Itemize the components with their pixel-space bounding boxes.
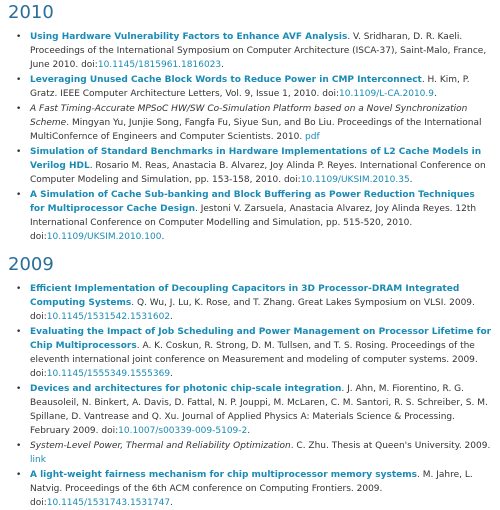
list-item: [24, 468, 492, 510]
doi-link[interactable]: 10.1145/1815961.1816023: [97, 60, 222, 70]
doi-link[interactable]: 10.1007/s00339-009-5109-2: [118, 426, 248, 436]
list-item: [24, 102, 492, 144]
publication-title-link[interactable]: Devices and architectures for photonic chip-scale integration: [30, 384, 342, 394]
publication-tail: .: [409, 175, 413, 185]
publication-details: . C. Zhu. Thesis at Queen's University. 2009.: [290, 441, 491, 451]
list-item: [24, 188, 492, 244]
publication-details: . J. Ahn, M. Fiorentino, R. G. Beausoleil, N. Binkert, A. Davis, D. Fattal, N. P. Jouppi, M. McLaren, C. M. Santori, R. S. Schreiber, S. M. Spillane, D. Vantrease and Q. Xu. Journal of Applied Physics A: Materials Science & Processing. February 2009. doi:: [30, 384, 488, 436]
doi-link[interactable]: 10.1109/UKSIM.2010.100: [46, 232, 162, 242]
publication-title-link[interactable]: Using Hardware Vulnerability Factors to Enhance AVF Analysis: [30, 32, 348, 42]
list-item: [24, 439, 492, 467]
list-item: [24, 73, 492, 101]
publication-details: . V. Sridharan, D. R. Kaeli. Proceedings of the International Symposium on Computer Architecture (ISCA-37), Saint-Malo, France, June 2010. doi:: [30, 32, 487, 70]
doi-link[interactable]: 10.1109/L-CA.2010.9: [339, 89, 434, 99]
doi-link[interactable]: 10.1145/1555349.1555369: [46, 369, 171, 379]
publication-list-2010: [8, 30, 492, 244]
doi-link[interactable]: 10.1145/1531743.1531747: [46, 498, 171, 508]
publication-details: . M. Jahre, L. Natvig. Proceedings of the 6th ACM conference on Computing Frontiers. 2009. doi:: [30, 470, 473, 508]
publication-details: . A. K. Coskun, R. Strong, D. M. Tullsen, and T. S. Rosing. Proceedings of the eleventh international joint conference on Measurement and modeling of computer systems. 2009. doi:: [30, 341, 478, 379]
publication-title: A Fast Timing-Accurate MPSoC HW/SW Co-Simulation Platform based on a Novel Synchronization Scheme: [30, 104, 468, 128]
pdf-link[interactable]: pdf: [305, 132, 320, 142]
publication-title-link[interactable]: Efficient Implementation of Decoupling Capacitors in 3D Processor-DRAM Integrated Computing Systems: [30, 284, 460, 308]
publication-title-link[interactable]: A light-weight fairness mechanism for chip multiprocessor memory systems: [30, 470, 417, 480]
list-item: [24, 30, 492, 72]
list-item: [24, 282, 492, 324]
publication-details: . Jestoni V. Zarsuela, Anastacia Alvarez, Joy Alinda Reyes. 12th International Conference on Computer Modelling and Simulation, pp. 515-520, 2010. doi:: [30, 204, 477, 242]
publication-tail: .: [170, 369, 173, 379]
publication-details: . Q. Wu, J. Lu, K. Rose, and T. Zhang. Great Lakes Symposium on VLSI. 2009. doi:: [30, 298, 475, 322]
list-item: [24, 382, 492, 438]
publication-title-link[interactable]: Leveraging Unused Cache Block Words to Reduce Power in CMP Interconnect: [30, 75, 422, 85]
year-heading-2010: 2010: [8, 2, 54, 23]
publication-tail: .: [221, 60, 224, 70]
publication-tail: .: [247, 426, 251, 436]
publication-details: . Rosario M. Reas, Anastacia B. Alvarez, Joy Alinda P. Reyes. International Conference on Computer Modeling and Simulation, pp. 153-158, 2010. doi:: [30, 161, 486, 185]
external-link[interactable]: link: [30, 455, 46, 465]
publication-title-link[interactable]: A Simulation of Cache Sub-banking and Block Buffering as Power Reduction Techniques for Multiprocessor Cache Design: [30, 190, 475, 214]
year-heading-2009: 2009: [8, 254, 54, 275]
publication-tail: .: [161, 232, 165, 242]
publication-details: . H. Kim, P. Gratz. IEEE Computer Architecture Letters, Vol. 9, Issue 1, 2010. doi:: [30, 75, 470, 99]
publication-list-2009: [8, 282, 492, 510]
publication-title-link[interactable]: Evaluating the Impact of Job Scheduling and Power Management on Processor Lifetime for Chip Multiprocessors: [30, 327, 492, 351]
doi-link[interactable]: 10.1109/UKSIM.2010.35: [300, 175, 410, 185]
publication-title: System-Level Power, Thermal and Reliability Optimization: [30, 441, 291, 451]
list-item: [24, 145, 492, 187]
doi-link[interactable]: 10.1145/1531542.1531602: [46, 312, 171, 322]
publication-title-link[interactable]: Simulation of Standard Benchmarks in Hardware Implementations of L2 Cache Models in Verilog HDL: [30, 147, 482, 171]
publication-tail: .: [170, 498, 173, 508]
publication-details: . Mingyan Yu, Junjie Song, Fangfa Fu, Siyue Sun, and Bo Liu. Proceedings of the International MultiConfernce of Engineers and Computer Scientists. 2010.: [30, 118, 482, 142]
list-item: [24, 325, 492, 381]
publication-tail: .: [434, 89, 437, 99]
publication-tail: .: [170, 312, 173, 322]
